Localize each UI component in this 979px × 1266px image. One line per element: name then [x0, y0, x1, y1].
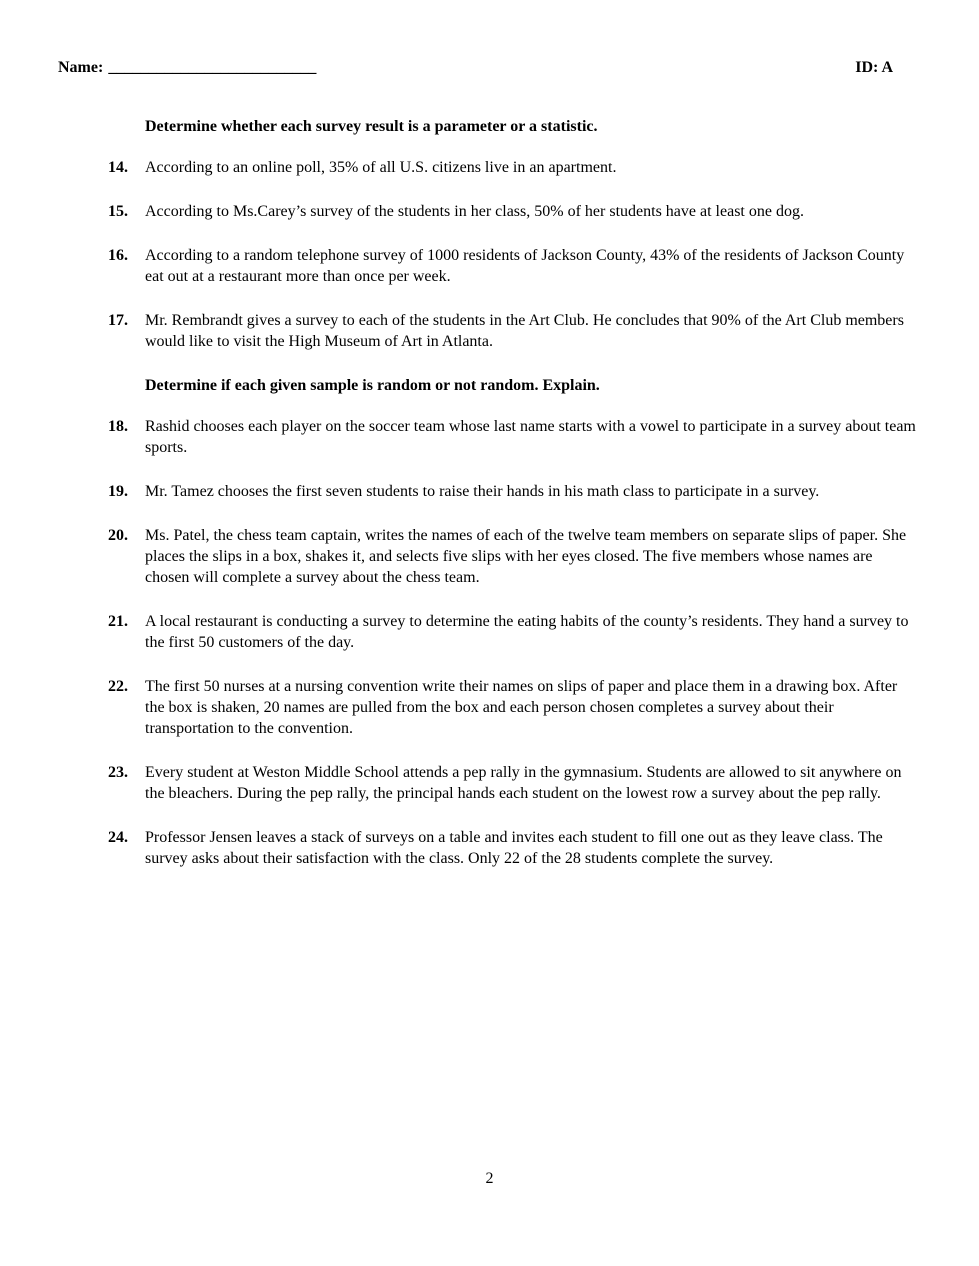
id-label: ID: A [855, 59, 893, 76]
page-number: 2 [485, 1170, 494, 1187]
question-text: Professor Jensen leaves a stack of surveys on a table and invites each student to fill one out as they leave class. The survey asks about their satisfaction with the class. Only 22 of the 28 students complete the survey. [145, 829, 883, 867]
question-number: 17. [108, 312, 128, 329]
question-item [108, 157, 920, 178]
question-item [108, 827, 920, 869]
question-item [108, 245, 920, 287]
question-number: 20. [108, 527, 128, 544]
question-text: Ms. Patel, the chess team captain, writes the names of each of the twelve team members on separate slips of paper. She places the slips in a box, shakes it, and selects five slips with her eyes closed. The five members whose names are chosen will complete a survey about the chess team. [145, 527, 907, 586]
questions-area [108, 116, 920, 892]
question-number: 14. [108, 159, 128, 176]
question-item [108, 762, 920, 804]
question-text: Rashid chooses each player on the soccer team whose last name starts with a vowel to participate in a survey about team sports. [145, 418, 916, 456]
question-number: 21. [108, 613, 128, 630]
question-text: The first 50 nurses at a nursing convention write their names on slips of paper and place them in a drawing box. After the box is shaken, 20 names are pulled from the box and each person chosen completes a survey about their transportation to the convention. [145, 678, 898, 737]
question-text: According to a random telephone survey of 1000 residents of Jackson County, 43% of the residents of Jackson County eat out at a restaurant more than once per week. [145, 247, 905, 285]
question-number: 24. [108, 829, 128, 846]
question-item [108, 416, 920, 458]
question-text: Mr. Rembrandt gives a survey to each of the students in the Art Club. He concludes that 90% of the Art Club members would like to visit the High Museum of Art in Atlanta. [145, 312, 904, 350]
section-heading: Determine if each given sample is random or not random. Explain. [145, 377, 600, 394]
question-text: A local restaurant is conducting a survey to determine the eating habits of the county’s residents. They hand a survey to the first 50 customers of the day. [145, 613, 909, 651]
question-number: 22. [108, 678, 128, 695]
question-section [108, 375, 920, 869]
question-item [108, 481, 920, 502]
question-item [108, 525, 920, 588]
question-item [108, 611, 920, 653]
question-item [108, 310, 920, 352]
name-field [58, 57, 316, 78]
question-text: Every student at Weston Middle School attends a pep rally in the gymnasium. Students are allowed to sit anywhere on the bleachers. During the pep rally, the principal hands each student on the lowest row a survey about the pep rally. [145, 764, 902, 802]
question-text: Mr. Tamez chooses the first seven students to raise their hands in his math class to participate in a survey. [145, 483, 820, 500]
question-text: According to Ms.Carey’s survey of the students in her class, 50% of her students have at least one dog. [145, 203, 804, 220]
section-heading: Determine whether each survey result is a parameter or a statistic. [145, 118, 598, 135]
page-header [58, 57, 893, 78]
name-blank-line: __________________________ [108, 59, 317, 76]
question-item [108, 201, 920, 222]
name-label: Name: [58, 59, 104, 76]
question-number: 19. [108, 483, 128, 500]
question-number: 23. [108, 764, 128, 781]
question-number: 15. [108, 203, 128, 220]
question-item [108, 676, 920, 739]
question-number: 16. [108, 247, 128, 264]
question-text: According to an online poll, 35% of all U.S. citizens live in an apartment. [145, 159, 617, 176]
question-section [108, 116, 920, 352]
question-number: 18. [108, 418, 128, 435]
